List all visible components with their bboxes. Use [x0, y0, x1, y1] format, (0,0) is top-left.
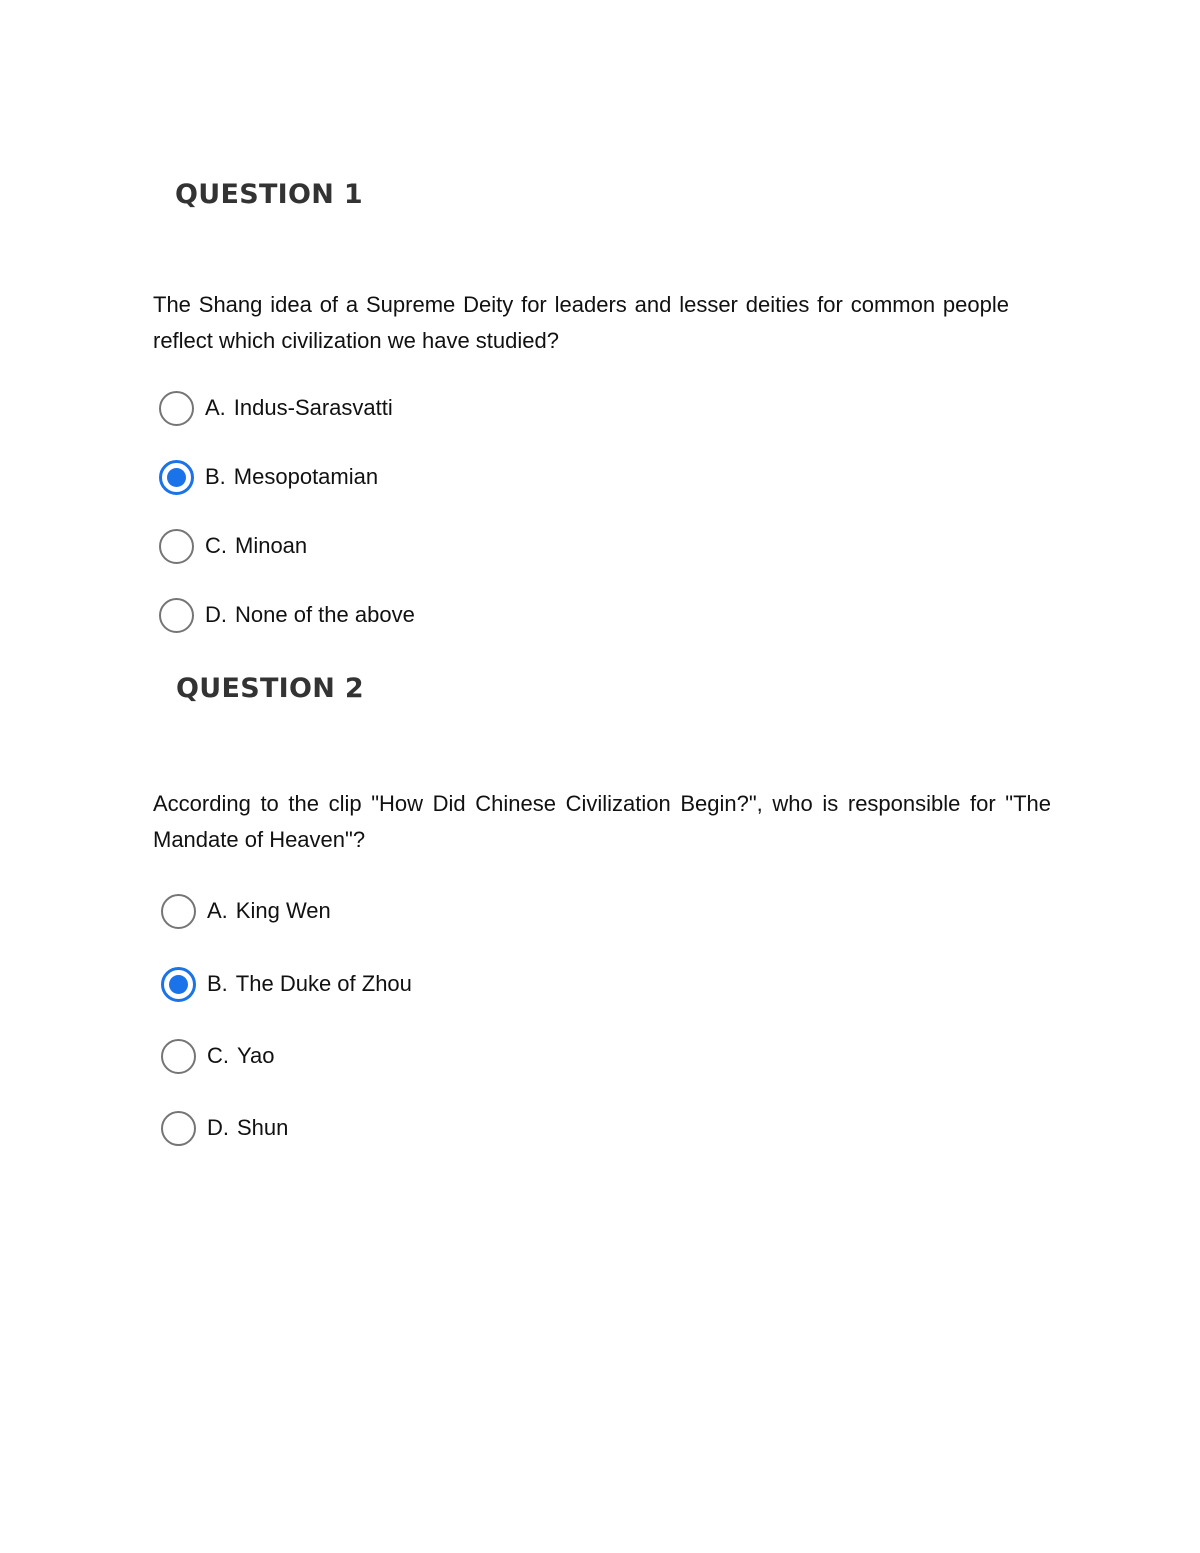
- q1-option-a-letter: A.: [205, 395, 226, 420]
- q2-option-a-letter: A.: [207, 898, 228, 923]
- q1-option-b-label: Mesopotamian: [233, 464, 379, 489]
- question-1-text: The Shang idea of a Supreme Deity for leaders and lesser deities for common people reflect which civilization we have studied?: [153, 292, 1009, 353]
- q2-option-a-label: King Wen: [235, 898, 331, 923]
- question-1-heading: QUESTION 1: [175, 179, 363, 210]
- q1-option-b[interactable]: [159, 459, 378, 495]
- q2-option-d[interactable]: [161, 1110, 288, 1146]
- q1-option-d-letter: D.: [205, 602, 227, 627]
- q2-option-c-label: Yao: [237, 1043, 275, 1068]
- q2-option-b-radio[interactable]: [161, 967, 196, 1002]
- q1-option-c[interactable]: [159, 528, 307, 564]
- q2-option-a[interactable]: [161, 893, 331, 929]
- q2-option-d-radio[interactable]: [161, 1111, 196, 1146]
- q2-option-c[interactable]: [161, 1038, 275, 1074]
- q1-option-d-label: None of the above: [235, 602, 415, 627]
- q2-option-b-label: The Duke of Zhou: [235, 971, 412, 996]
- q1-option-c-label: Minoan: [235, 533, 308, 558]
- question-2-text: According to the clip "How Did Chinese Civilization Begin?", who is responsible for "The Mandate of Heaven"?: [153, 791, 1051, 852]
- q1-option-a-label: Indus-Sarasvatti: [233, 395, 393, 420]
- q2-option-c-radio[interactable]: [161, 1039, 196, 1074]
- q2-option-d-letter: D.: [207, 1115, 229, 1140]
- q2-option-b[interactable]: [161, 966, 412, 1002]
- q1-option-d-radio[interactable]: [159, 598, 194, 633]
- q1-option-a-radio[interactable]: [159, 391, 194, 426]
- q1-option-b-radio[interactable]: [159, 460, 194, 495]
- q2-option-c-letter: C.: [207, 1043, 229, 1068]
- q2-option-a-radio[interactable]: [161, 894, 196, 929]
- q2-option-b-letter: B.: [207, 971, 228, 996]
- question-2-heading: QUESTION 2: [176, 673, 364, 704]
- q2-option-d-label: Shun: [237, 1115, 289, 1140]
- q1-option-d[interactable]: [159, 597, 415, 633]
- q1-option-c-radio[interactable]: [159, 529, 194, 564]
- q1-option-c-letter: C.: [205, 533, 227, 558]
- q1-option-a[interactable]: [159, 390, 393, 426]
- q1-option-b-letter: B.: [205, 464, 226, 489]
